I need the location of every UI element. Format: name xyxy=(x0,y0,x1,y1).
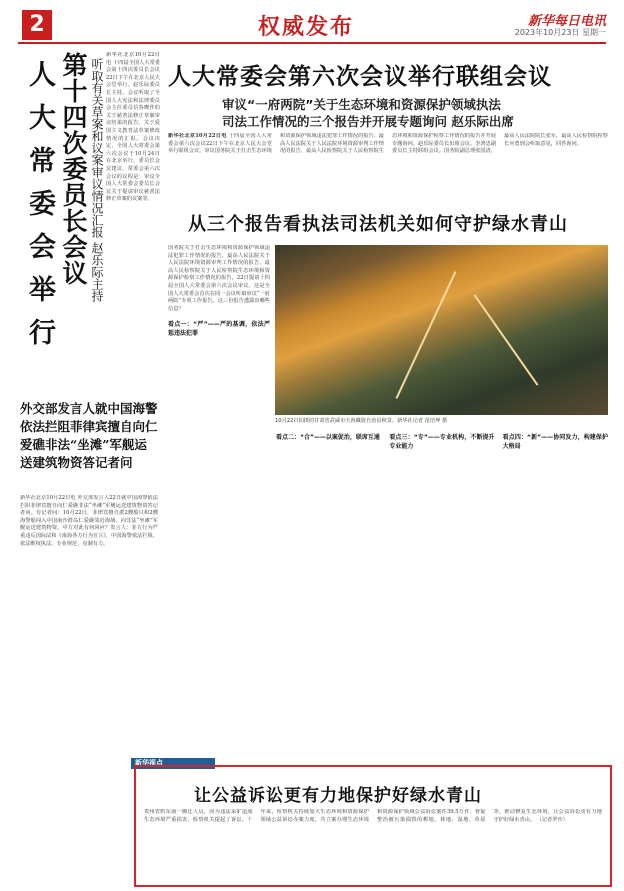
autumn-mountain-photo xyxy=(275,245,608,415)
kicker-3: 看点三：“专”——专业机构，不断提升专业能力 xyxy=(389,434,495,450)
lead-body: 新华社北京10月22日电 十四届全国人大常委会第十四次委员长会议22日下午在北京人民大会堂举行。赵乐际委员长主持。会议听取了全国人大宪法和法律委员会主任委员信春鹰作的关于慈善法修正草案审议结果的报告、关于爱国主义教育法草案修改情况的汇报。会议决定，全国人大常委会第六次会议于10月24日在北京举行。委员长会议建议，常委会第六次会议的议程是：审议全国人大常委会委员长会议关于提请审议慈善法修正草案的议案等。 xyxy=(106,52,160,203)
kicker-4: 看点四：“新”——协同发力，构建保护大格局 xyxy=(502,434,608,450)
feature-body xyxy=(168,245,270,755)
issue-date: 2023年10月23日 星期一 xyxy=(514,28,606,37)
feature-cols xyxy=(276,432,608,752)
kicker-1: 看点一：“严”——严的基调，依法严惩违法犯罪 xyxy=(168,321,270,338)
lead-vertical-head-1: 人大常委会举行 xyxy=(24,60,55,361)
lead-vertical-head-2: 第十四次委员长会议 xyxy=(59,52,88,286)
feature-intro: 国务院关于打击生态环境和资源保护领域违法犯罪工作情况的报告、最高人民法院关于人民法院环境资源审判工作情况的报告、最高人民检察院关于人民检察院生态环境和资源保护检察工作情况的报告，22日提请十四届全国人大常委会第六次会议审议。这是全国人大常委会首次在同一会议听取审议“一府两院”专项工作报告。这三份报告透露出哪些信息？ xyxy=(168,245,270,312)
header-rule xyxy=(18,42,606,44)
newspaper-logo: 新华每日电讯 xyxy=(527,14,606,29)
highlight-body xyxy=(144,809,602,881)
main-subhead-1: 审议“一府两院”关于生态环境和资源保护领域执法 xyxy=(222,97,501,112)
main-body xyxy=(168,133,608,201)
lead-vertical-sub: 听取有关草案和议案审议情况汇报 赵乐际主持 xyxy=(90,58,104,302)
highlight-frame xyxy=(134,765,612,887)
main-body-text: 十四届全国人大常委会第六次会议22日下午在北京人民大会堂举行联组会议，审议国务院关于打击生态环境和资源保护领域违法犯罪工作情况的报告、最高人民法院关于人民法院环境资源审判工作情况的报告、最高人民检察院关于人民检察院生态环境和资源保护检察工作情况的报告并开展专题询问。赵乐际委员长出席会议。李鸿忠副委员长主持联组会议。国务院副总理张国清，最高人民法院院长张军，最高人民检察院检察长应勇到会听取意见，回答询问。 xyxy=(168,133,608,155)
main-dateline: 新华社北京10月22日电 xyxy=(168,133,227,139)
highlight-body-text: 贵州省黔东南一搬迁人员，因为违法采矿造成生态环境严重损害，检察机关提起了诉讼。十年来，检察机关持续加大生态环境和资源保护领域公益诉讼办案力度，共立案办理生态环境和资源保护领域公益诉讼案件39.5万件，督促整治被污染损毁的耕地、林地、湿地、草原等，推动修复生态环境，让公益诉讼更有力地守护好绿水青山。 xyxy=(144,809,602,823)
kicker-2: 看点二：“合”——以案促治，联席互通 xyxy=(276,434,380,441)
road-line xyxy=(474,294,539,385)
news-band: 新华视点 xyxy=(131,758,215,769)
main-headline: 人大常委会第六次会议举行联组会议 xyxy=(168,63,552,90)
highlight-signoff: （记者罗沙） xyxy=(536,816,568,823)
photo-caption: 10月22日拍摄的甘肃省武威市天祝藏族自治县秋景。新华社记者 范培珅 摄 xyxy=(275,418,448,424)
left-story-body: 新华社北京10月22日电 外交部发言人22日就中国海警依法拦阻菲律宾擅自向仁爱礁非法“坐滩”军舰运送建筑物资答记者问。有记者问：10月22日，菲律宾擅自派2艘船只和2艘海警船闯入中国南沙群岛仁爱礁邻近海域，向非法“坐滩”军舰运送建筑物资。中方对此有何回应？发言人：菲方行为严重违反国际法和《南海各方行为宣言》，中国海警依法拦阻，依法维权执法，专业规范、克制有力。 xyxy=(20,495,158,547)
road-line xyxy=(396,271,457,399)
section-title: 权威发布 xyxy=(258,14,355,40)
left-story-headline: 外交部发言人就中国海警依法拦阻菲律宾擅自向仁爱礁非法“坐滩”军舰运送建筑物资答记者问 xyxy=(20,401,158,470)
highlight-headline: 让公益诉讼更有力地保护好绿水青山 xyxy=(194,786,482,806)
page-number: 2 xyxy=(22,10,52,40)
main-subhead-2: 司法工作情况的三个报告并开展专题询问 赵乐际出席 xyxy=(222,114,514,129)
feature-headline: 从三个报告看执法司法机关如何守护绿水青山 xyxy=(188,214,568,235)
